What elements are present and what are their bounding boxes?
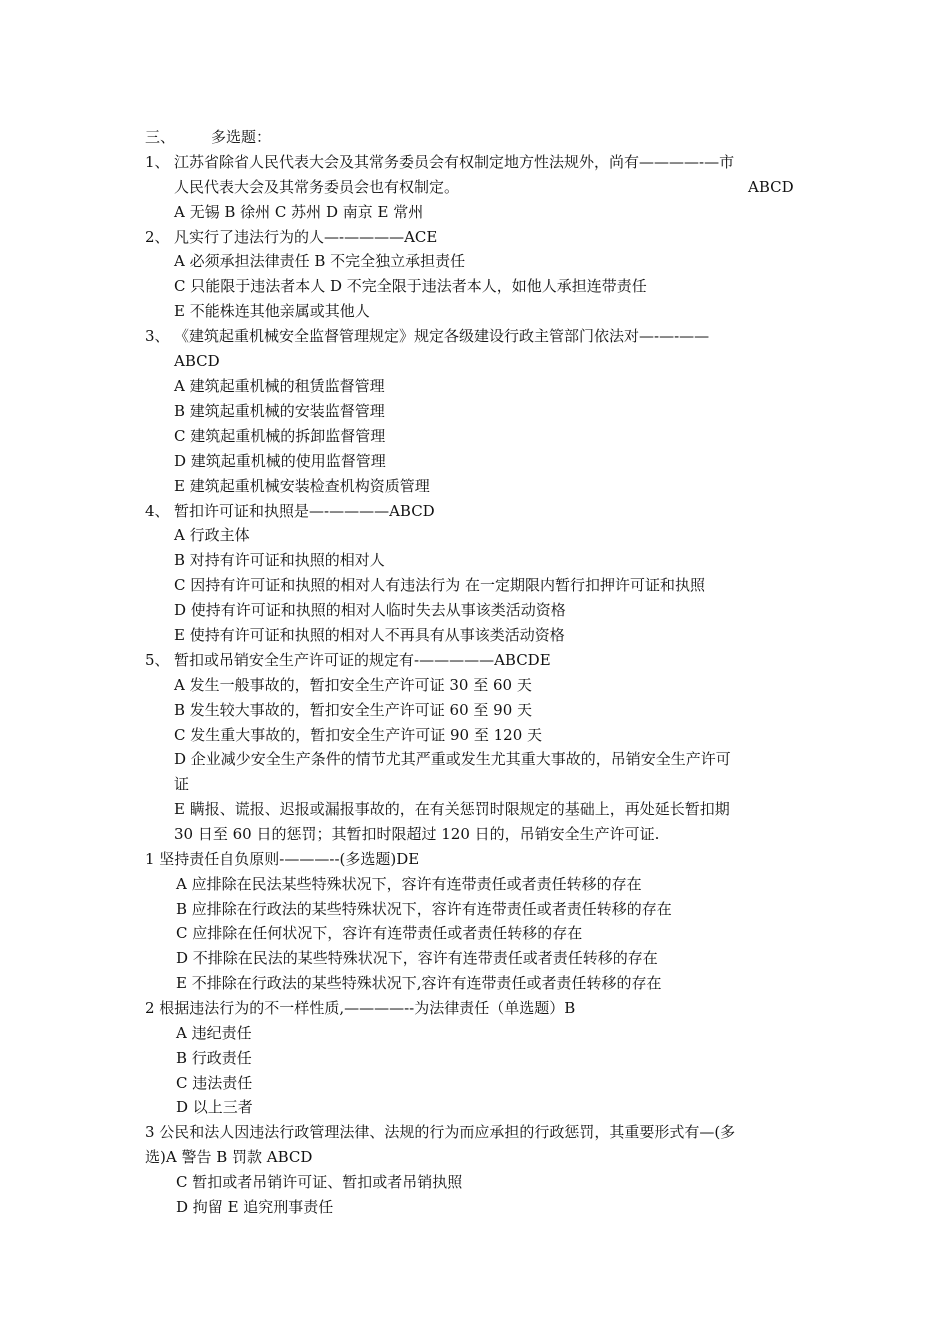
option-line: B 行政责任 [176,1049,252,1067]
option-line: A 建筑起重机械的租赁监督管理 [174,377,385,395]
question-b1: 1 坚持责任自负原则-———--(多选题)DE [145,850,420,868]
question-1-options: A 无锡 B 徐州 C 苏州 D 南京 E 常州 [174,203,424,221]
option-line: B 发生较大事故的，暂扣安全生产许可证 60 至 90 天 [174,701,533,719]
section-number: 三、 [145,128,176,146]
option-line: C 建筑起重机械的拆卸监督管理 [174,427,386,445]
option-line: D 以上三者 [176,1098,253,1116]
option-line: A 应排除在民法某些特殊状况下，容许有连带责任或者责任转移的存在 [176,875,642,893]
question-number: 5、 [145,651,170,669]
question-text: 《建筑起重机械安全监督管理规定》规定各级建设行政主管部门依法对—-—-—— [174,327,710,345]
question-text: 江苏省除省人民代表大会及其常务委员会有权制定地方性法规外，尚有————-—市 [174,153,735,171]
question-number: 3、 [145,327,170,345]
section-title: 多选题： [211,128,272,146]
question-b3-line-1: 3 公民和法人因违法行政管理法律、法规的行为而应承担的行政惩罚，其重要形式有—(多 [145,1123,736,1141]
question-number: 2、 [145,228,170,246]
option-line: A 行政主体 [174,526,250,544]
question-text: 凡实行了违法行为的人—-————ACE [174,228,438,246]
question-b2: 2 根据违法行为的不一样性质,————--为法律责任（单选题）B [145,999,576,1017]
option-line: A 必须承担法律责任 B 不完全独立承担责任 [174,252,466,270]
option-line: E 瞒报、谎报、迟报或漏报事故的，在有关惩罚时限规定的基础上，再处延长暂扣期 [174,800,730,818]
option-line: E 使持有许可证和执照的相对人不再具有从事该类活动资格 [174,626,565,644]
option-line: 30 日至 60 日的惩罚；其暂扣时限超过 120 日的，吊销安全生产许可证. [174,825,660,843]
question-number: 1、 [145,153,170,171]
option-line: B 应排除在行政法的某些特殊状况下，容许有连带责任或者责任转移的存在 [176,900,672,918]
option-line: 证 [174,775,190,793]
option-line: C 只能限于违法者本人 D 不完全限于违法者本人，如他人承担连带责任 [174,277,647,295]
question-number: 4、 [145,502,170,520]
option-line: B 建筑起重机械的安装监督管理 [174,402,385,420]
option-line: D 使持有许可证和执照的相对人临时失去从事该类活动资格 [174,601,566,619]
option-line: E 不能株连其他亲属或其他人 [174,302,370,320]
option-line: C 发生重大事故的，暂扣安全生产许可证 90 至 120 天 [174,726,543,744]
option-line: A 违纪责任 [176,1024,252,1042]
question-text: 暂扣许可证和执照是—-————ABCD [174,502,435,520]
question-text: 人民代表大会及其常务委员会也有权制定。 [174,178,460,196]
question-answer: ABCD [174,352,220,370]
option-line: D 企业减少安全生产条件的情节尤其严重或发生尤其重大事故的，吊销安全生产许可 [174,750,731,768]
question-answer: ABCD [748,178,794,196]
option-line: C 应排除在任何状况下，容许有连带责任或者责任转移的存在 [176,924,583,942]
question-text: 暂扣或吊销安全生产许可证的规定有-—————ABCDE [174,651,551,669]
option-line: C 暂扣或者吊销许可证、暂扣或者吊销执照 [176,1173,463,1191]
option-line: D 建筑起重机械的使用监督管理 [174,452,386,470]
option-line: C 因持有许可证和执照的相对人有违法行为 在一定期限内暂行扣押许可证和执照 [174,576,706,594]
option-line: B 对持有许可证和执照的相对人 [174,551,385,569]
option-line: D 拘留 E 追究刑事责任 [176,1198,334,1216]
question-b3-line-2: 选)A 警告 B 罚款 ABCD [145,1148,313,1166]
option-line: A 发生一般事故的，暂扣安全生产许可证 30 至 60 天 [174,676,532,694]
option-line: D 不排除在民法的某些特殊状况下，容许有连带责任或者责任转移的存在 [176,949,658,967]
option-line: C 违法责任 [176,1074,253,1092]
option-line: E 不排除在行政法的某些特殊状况下,容许有连带责任或者责任转移的存在 [176,974,662,992]
option-line: E 建筑起重机械安装检查机构资质管理 [174,477,430,495]
